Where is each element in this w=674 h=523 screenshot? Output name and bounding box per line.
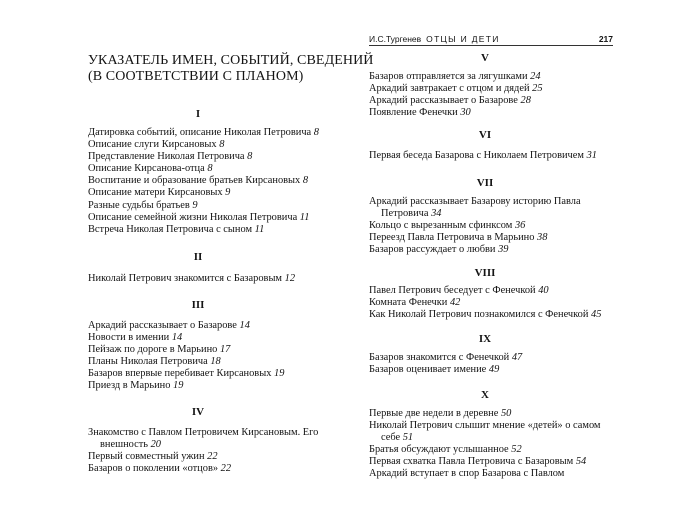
section-VII xyxy=(369,176,674,256)
entry-text: Базаров знакомится с Фенечкой xyxy=(369,352,510,363)
entry-page: 19 xyxy=(274,368,285,380)
section-V xyxy=(369,51,674,119)
entry-page: 8 xyxy=(207,163,213,175)
entry-text: Аркадий завтракает с отцом и дядей xyxy=(369,83,530,95)
entry-text: себе xyxy=(381,432,401,444)
index-entry xyxy=(369,408,674,420)
section-VI xyxy=(369,128,674,162)
index-entry xyxy=(369,297,674,309)
index-entry xyxy=(369,107,674,119)
entry-page: 52 xyxy=(511,444,522,456)
entry-page: 8 xyxy=(302,175,309,187)
entry-text: Описание семейной жизни Николая Петровича xyxy=(88,211,298,223)
entry-page: 54 xyxy=(575,456,587,468)
entry-page: 8 xyxy=(313,127,319,138)
running-head xyxy=(369,34,613,46)
entry-text: Первые две недели в деревне xyxy=(369,408,499,419)
index-title-line-1: УКАЗАТЕЛЬ ИМЕН, СОБЫТИЙ, СВЕДЕНИЙ xyxy=(88,53,374,68)
index-entry xyxy=(369,244,674,256)
entry-page: 39 xyxy=(498,244,509,256)
entry-text: Датировка событий, описание Николая Петровича xyxy=(88,127,312,138)
section-numeral: VII xyxy=(476,177,494,189)
index-title xyxy=(88,53,374,85)
entry-page: 22 xyxy=(220,463,232,475)
entry-text: Разные судьбы братьев xyxy=(88,199,190,211)
section-numeral: IX xyxy=(478,333,492,345)
entry-page: 14 xyxy=(171,332,183,344)
index-entry xyxy=(369,150,674,162)
entry-text: Представление Николая Петровича xyxy=(88,151,245,163)
right-page xyxy=(337,0,674,523)
index-entry xyxy=(369,364,674,376)
entry-text: Аркадий рассказывает Базарову историю Павла xyxy=(369,196,581,207)
entry-page: 25 xyxy=(532,83,543,95)
entry-text: Николай Петрович знакомится с Базаровым xyxy=(88,273,283,284)
entry-page: 9 xyxy=(225,187,231,199)
index-entry xyxy=(369,220,674,232)
entry-text: Первый совместный ужин xyxy=(88,451,205,463)
section-entries xyxy=(369,150,674,162)
section-X xyxy=(369,388,674,481)
running-head-work: ОТЦЫ И ДЕТИ xyxy=(426,34,500,44)
entry-page: 28 xyxy=(520,95,531,107)
index-entry-continuation xyxy=(369,208,674,220)
index-entry xyxy=(369,309,674,321)
entry-text: Появление Фенечки xyxy=(369,107,458,119)
entry-text: Новости в имении xyxy=(88,332,170,344)
index-title-line-2: (В СООТВЕТСТВИИ С ПЛАНОМ) xyxy=(88,69,304,84)
entry-text: Знакомство с Павлом Петровичем Кирсановым. Его xyxy=(88,427,319,438)
entry-page: 20 xyxy=(150,439,161,451)
entry-page: 11 xyxy=(299,211,310,223)
entry-page: 30 xyxy=(460,107,471,119)
entry-page: 49 xyxy=(488,364,500,376)
section-numeral: X xyxy=(481,389,489,401)
entry-text: Павел Петрович беседует с Фенечкой xyxy=(369,285,536,296)
entry-page: 8 xyxy=(247,151,253,163)
entry-text: Базаров отправляется за лягушками xyxy=(369,71,528,82)
section-entries xyxy=(369,196,674,256)
entry-page: 17 xyxy=(219,344,231,356)
entry-text: Аркадий рассказывает о Базарове xyxy=(88,320,237,331)
index-entry xyxy=(369,196,674,208)
entry-text: Воспитание и образование братьев Кирсановых xyxy=(88,175,301,187)
entry-page: 40 xyxy=(538,285,549,296)
entry-page: 12 xyxy=(284,273,296,284)
index-entry xyxy=(369,468,674,480)
entry-text: Описание матери Кирсановых xyxy=(88,187,223,199)
entry-text: Николай Петрович слышит мнение «детей» о самом xyxy=(369,420,601,432)
entry-text: Базаров впервые перебивает Кирсановых xyxy=(88,368,272,380)
entry-page: 42 xyxy=(449,297,461,309)
entry-page: 47 xyxy=(511,352,523,363)
section-entries xyxy=(369,352,674,376)
index-entry-continuation xyxy=(369,432,674,444)
entry-page: 34 xyxy=(431,208,442,220)
section-entries xyxy=(369,285,674,321)
entry-text: Первая беседа Базарова с Николаем Петровичем xyxy=(369,150,584,161)
entry-page: 14 xyxy=(239,320,250,331)
section-numeral: III xyxy=(191,299,205,311)
index-entry xyxy=(369,420,674,432)
entry-page: 50 xyxy=(500,408,512,419)
section-entries xyxy=(369,71,674,119)
entry-text: Базаров оценивает имение xyxy=(369,364,487,376)
index-entry xyxy=(369,352,674,364)
index-entry xyxy=(369,285,674,297)
index-entry xyxy=(369,83,674,95)
entry-text: Комната Фенечки xyxy=(369,297,448,309)
entry-page: 18 xyxy=(210,356,221,368)
entry-page: 24 xyxy=(530,71,541,82)
section-numeral: VIII xyxy=(474,267,496,279)
entry-text: Братья обсуждают услышанное xyxy=(369,444,509,456)
entry-page: 45 xyxy=(591,309,602,321)
page-number: 217 xyxy=(598,34,613,44)
section-numeral: V xyxy=(481,52,489,64)
entry-text: внешность xyxy=(100,439,148,451)
section-numeral: IV xyxy=(191,406,205,418)
entry-text: Базаров о поколении «отцов» xyxy=(88,463,219,475)
entry-page: 36 xyxy=(514,220,526,232)
entry-page: 22 xyxy=(207,451,218,463)
entry-text: Описание Кирсанова-отца xyxy=(88,163,205,175)
index-entry xyxy=(369,71,674,83)
section-numeral: I xyxy=(195,108,201,120)
section-entries xyxy=(369,408,674,481)
entry-text: Аркадий вступает в спор Базарова с Павлом xyxy=(369,468,565,480)
entry-text: Планы Николая Петровича xyxy=(88,356,208,368)
index-entry xyxy=(369,456,674,468)
section-IX xyxy=(369,332,674,376)
entry-text: Переезд Павла Петровича в Марьино xyxy=(369,232,535,244)
entry-text: Встреча Николая Петровича с сыном xyxy=(88,223,253,235)
section-numeral: II xyxy=(193,251,203,263)
entry-text: Первая схватка Павла Петровича с Базаровым xyxy=(369,456,574,468)
entry-text: Описание слуги Кирсановых xyxy=(88,139,217,151)
entry-page: 31 xyxy=(586,150,597,161)
section-numeral: VI xyxy=(478,129,492,141)
index-entry xyxy=(369,95,674,107)
entry-page: 19 xyxy=(173,380,184,392)
index-entry xyxy=(369,444,674,456)
entry-page: 51 xyxy=(402,432,414,444)
entry-page: 38 xyxy=(537,232,548,244)
entry-page: 9 xyxy=(192,199,198,211)
running-head-author: И.С.Тургенев xyxy=(369,34,422,44)
entry-text: Петровича xyxy=(381,208,429,220)
entry-page: 11 xyxy=(254,223,265,235)
entry-text: Аркадий рассказывает о Базарове xyxy=(369,95,518,107)
entry-text: Приезд в Марьино xyxy=(88,380,171,392)
entry-text: Как Николай Петрович познакомился с Фенечкой xyxy=(369,309,589,321)
index-entry xyxy=(369,232,674,244)
entry-text: Базаров рассуждает о любви xyxy=(369,244,496,256)
entry-page: 8 xyxy=(219,139,225,151)
entry-text: Пейзаж по дороге в Марьино xyxy=(88,344,218,356)
entry-text: Кольцо с вырезанным сфинксом xyxy=(369,220,513,232)
section-VIII xyxy=(369,266,674,321)
